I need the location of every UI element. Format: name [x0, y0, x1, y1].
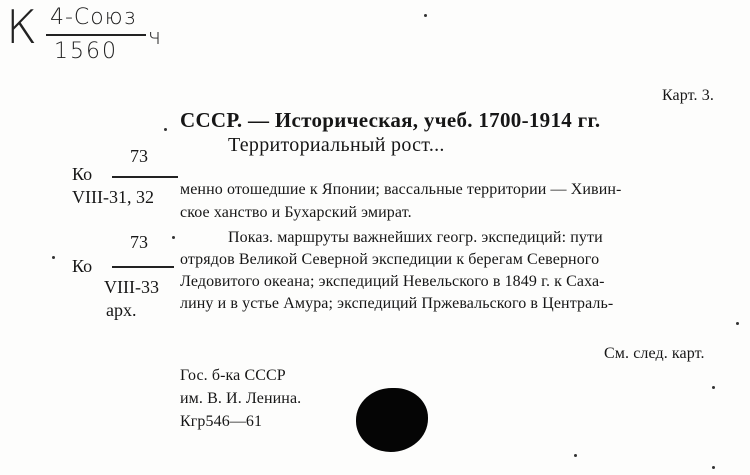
- speck: [574, 454, 577, 457]
- speck: [712, 466, 715, 469]
- body-line: отрядов Великой Северной экспедиции к берегам Северного: [180, 251, 600, 268]
- see-next-card: См. след. карт.: [604, 345, 705, 362]
- speck: [164, 128, 167, 131]
- call-number-1-bottom: VIII-31, 32: [72, 187, 154, 207]
- call-number-2-left: Ко: [72, 256, 93, 276]
- speck: [52, 256, 55, 259]
- handwritten-denominator: 1560: [54, 39, 118, 64]
- body-line: ское ханство и Бухарский эмират.: [180, 204, 412, 221]
- speck: [172, 236, 175, 239]
- handwritten-suffix: ч: [148, 25, 161, 50]
- call-number-1-top: 73: [130, 146, 148, 166]
- handwritten-fraction-line: [46, 34, 146, 36]
- speck: [712, 386, 715, 389]
- ink-blot: [356, 388, 428, 452]
- body-line: менно отошедшие к Японии; вассальные территории — Хивин-: [180, 181, 622, 198]
- call-number-1-left: Ко: [72, 164, 93, 184]
- body-line: Показ. маршруты важнейших геогр. экспедиций: пути: [228, 229, 603, 246]
- speck: [424, 14, 427, 17]
- library-line: Гос. б-ка СССР: [180, 367, 286, 384]
- body-line: Ледовитого океана; экспедиций Невельского в 1849 г. к Саха-: [180, 273, 605, 290]
- call-number-1-line: [112, 176, 178, 178]
- call-number-2-note: арх.: [106, 300, 137, 320]
- call-number-2-line: [112, 266, 174, 268]
- card-subtitle: Территориальный рост...: [228, 134, 445, 156]
- handwritten-letter: К: [6, 0, 37, 54]
- card-title: СССР. — Историческая, учеб. 1700-1914 гг.: [180, 108, 601, 132]
- handwritten-numerator: 4-Союз: [50, 5, 137, 30]
- card-number: Карт. 3.: [662, 87, 714, 104]
- call-number-2-top: 73: [130, 232, 148, 252]
- library-line: им. В. И. Ленина.: [180, 390, 302, 407]
- library-line: Кгр546—61: [180, 413, 263, 430]
- call-number-2-bottom: VIII-33: [104, 277, 159, 297]
- body-line: лину и в устье Амура; экспедиций Пржевальского в Централь-: [180, 295, 614, 312]
- speck: [736, 322, 739, 325]
